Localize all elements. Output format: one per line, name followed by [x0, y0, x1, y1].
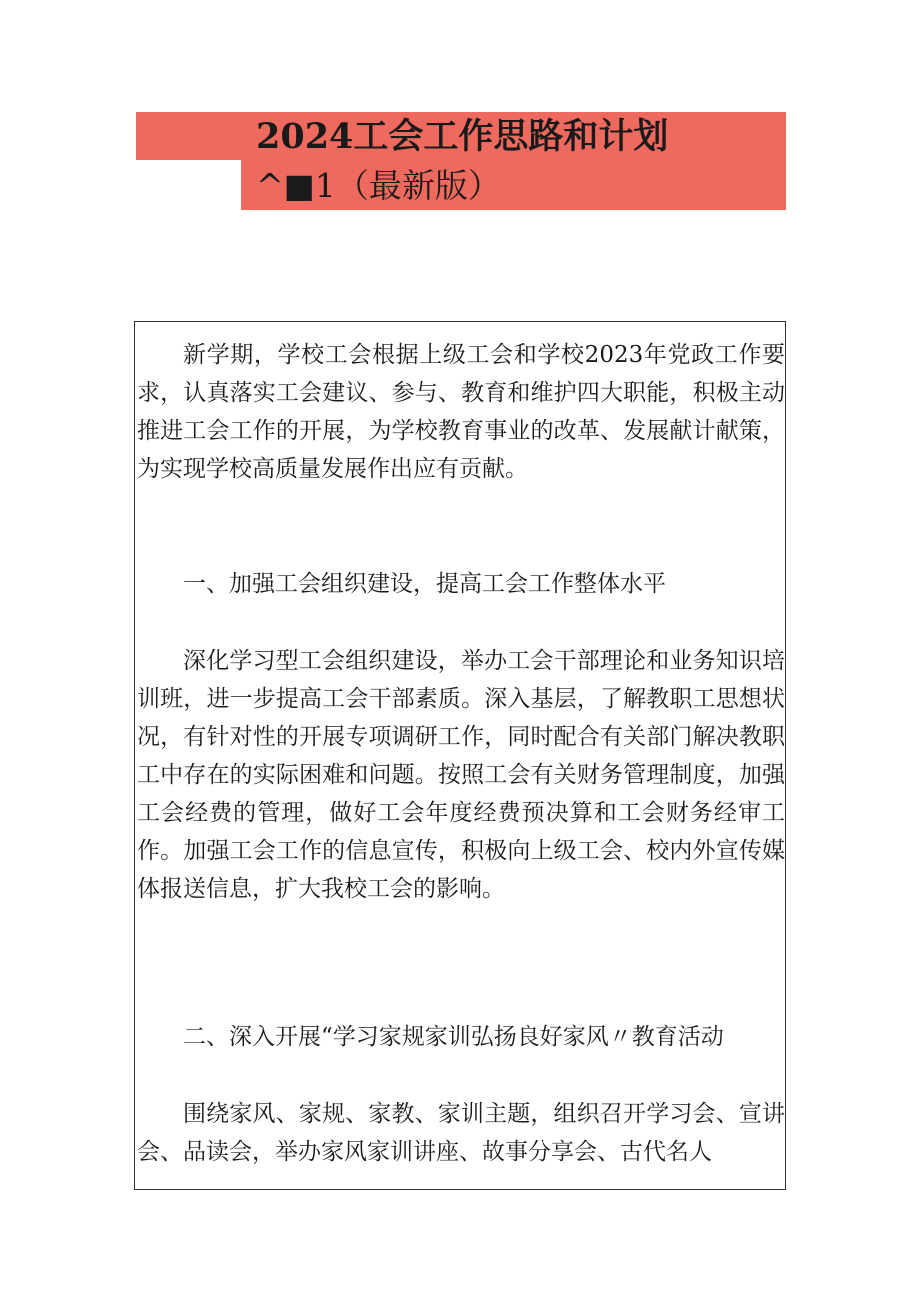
- section-1-heading: 一、加强工会组织建设，提高工会工作整体水平: [183, 571, 666, 597]
- section-2-heading: 二、深入开展“学习家规家训弘扬良好家风〃教育活动: [183, 1024, 724, 1050]
- document-subtitle: ^■1（最新版）: [256, 166, 501, 205]
- section-1-paragraph: 深化学习型工会组织建设，举办工会干部理论和业务知识培训班，进一步提高工会干部素质。深入基层，了解教职工思想状况，有针对性的开展专项调研工作，同时配合有关部门解决教职工中存在的实际困难和问题。按照工会有关财务管理制度，加强工会经费的管理，做好工会年度经费预决算和工会财务经审工作。加强工会工作的信息宣传，积极向上级工会、校内外宣传媒体报送信息，扩大我校工会的影响。: [137, 648, 785, 902]
- document-title: 2024工会工作思路和计划: [256, 116, 669, 157]
- section-2-paragraph: 围绕家风、家规、家教、家训主题，组织召开学习会、宣讲会、品读会，举办家风家训讲座、故事分享会、古代名人: [137, 1101, 785, 1165]
- content-frame: [134, 321, 786, 1190]
- intro-paragraph: 新学期，学校工会根据上级工会和学校2023年党政工作要求，认真落实工会建议、参与、教育和维护四大职能，积极主动推进工会工作的开展，为学校教育事业的改革、发展献计献策，为实现学校高质量发展作出应有贡献。: [137, 342, 785, 482]
